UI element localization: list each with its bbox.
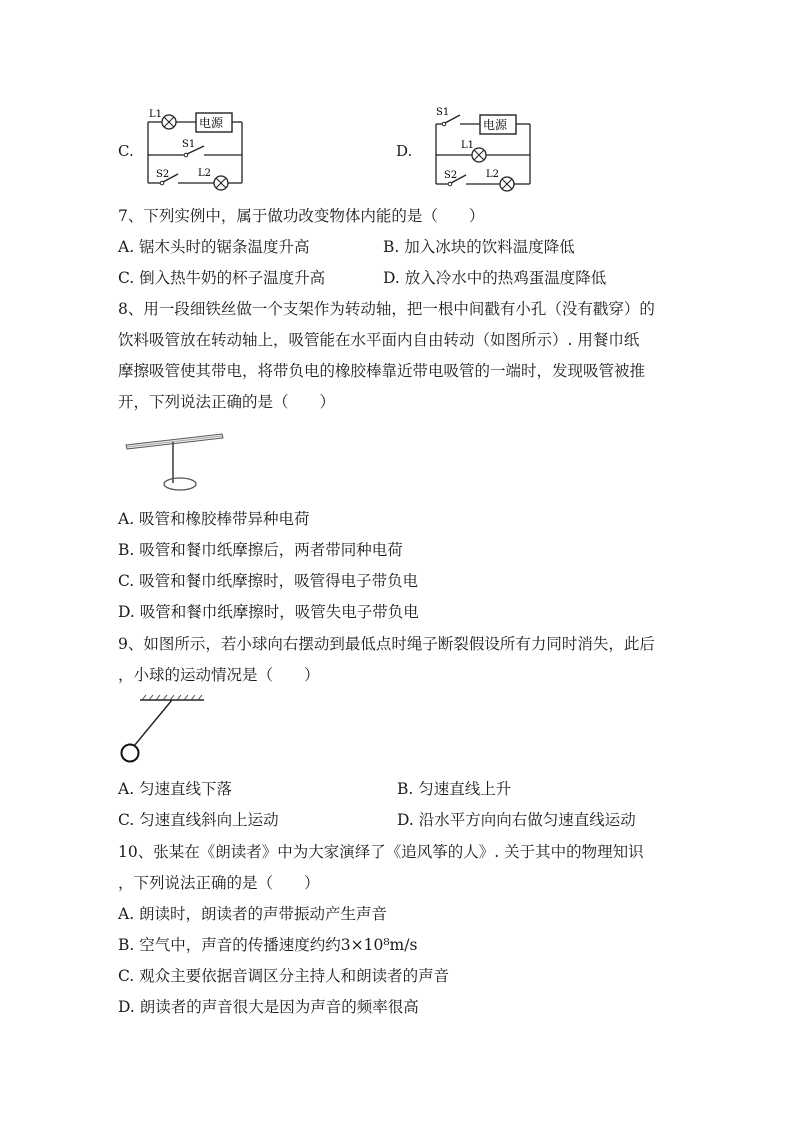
q9-stem-line2: ，小球的运动情况是（ ）	[118, 666, 320, 684]
q7-option-b: B. 加入冰块的饮料温度降低	[383, 238, 575, 256]
q9-option-d: D. 沿水平方向向右做匀速直线运动	[397, 811, 636, 829]
q9-option-b: B. 匀速直线上升	[397, 780, 512, 798]
q8-option-d: D. 吸管和餐巾纸摩擦时，吸管失电子带负电	[118, 603, 419, 621]
circuit-c-switch1-label: S1	[182, 139, 196, 150]
q6-option-d-label: D.	[396, 142, 413, 160]
q8-stem-line1: 8、用一段细铁丝做一个支架作为转动轴，把一根中间戳有小孔（没有戳穿）的	[118, 300, 655, 318]
circuit-d-switch2-label: S2	[444, 170, 458, 181]
q10-option-d: D. 朗读者的声音很大是因为声音的频率很高	[118, 998, 419, 1016]
q7-stem: 7、下列实例中，属于做功改变物体内能的是（ ）	[118, 207, 485, 225]
circuit-diagram-c	[140, 104, 250, 190]
circuit-d-switch1-label: S1	[436, 107, 450, 118]
q10-option-a: A. 朗读时，朗读者的声带振动产生声音	[118, 905, 388, 923]
q10-stem-line2: ，下列说法正确的是（ ）	[118, 874, 320, 892]
circuit-c-switch2-label: S2	[156, 169, 170, 180]
q10-option-c: C. 观众主要依据音调区分主持人和朗读者的声音	[118, 967, 450, 985]
q8-option-c: C. 吸管和餐巾纸摩擦时，吸管得电子带负电	[118, 572, 419, 590]
circuit-diagram-d	[428, 104, 538, 190]
circuit-d-lamp2-label: L2	[486, 169, 500, 180]
q10-stem-line1: 10、张某在《朗读者》中为大家演绎了《追风筝的人》. 关于其中的物理知识	[118, 843, 644, 861]
circuit-c-lamp1-label: L1	[149, 109, 163, 120]
q7-option-c: C. 倒入热牛奶的杯子温度升高	[118, 269, 326, 287]
q7-option-a: A. 锯木头时的锯条温度升高	[118, 238, 310, 256]
q10-option-b: B. 空气中，声音的传播速度约约3×10⁸m/s	[118, 936, 418, 954]
q8-option-a: A. 吸管和橡胶棒带异种电荷	[118, 510, 310, 528]
circuit-d-lamp1-label: L1	[461, 140, 475, 151]
q8-stem-line3: 摩擦吸管使其带电，将带负电的橡胶棒靠近带电吸管的一端时，发现吸管被推	[118, 362, 646, 380]
q6-option-c-label: C.	[118, 142, 134, 160]
q9-option-c: C. 匀速直线斜向上运动	[118, 811, 279, 829]
q9-stem-line1: 9、如图所示，若小球向右摆动到最低点时绳子断裂假设所有力同时消失，此后	[118, 635, 655, 653]
q9-option-a: A. 匀速直线下落	[118, 780, 233, 798]
q8-stem-line4: 开，下列说法正确的是（ ）	[118, 393, 336, 411]
straw-on-pivot-figure	[118, 428, 230, 496]
circuit-c-power-label: 电源	[199, 116, 224, 130]
q8-option-b: B. 吸管和餐巾纸摩擦后，两者带同种电荷	[118, 541, 403, 559]
circuit-c-lamp2-label: L2	[198, 168, 212, 179]
q7-option-d: D. 放入冷水中的热鸡蛋温度降低	[383, 269, 607, 287]
pendulum-figure	[118, 694, 210, 768]
q8-stem-line2: 饮料吸管放在转动轴上，吸管能在水平面内自由转动（如图所示）. 用餐巾纸	[118, 331, 640, 349]
circuit-d-power-label: 电源	[483, 118, 508, 132]
